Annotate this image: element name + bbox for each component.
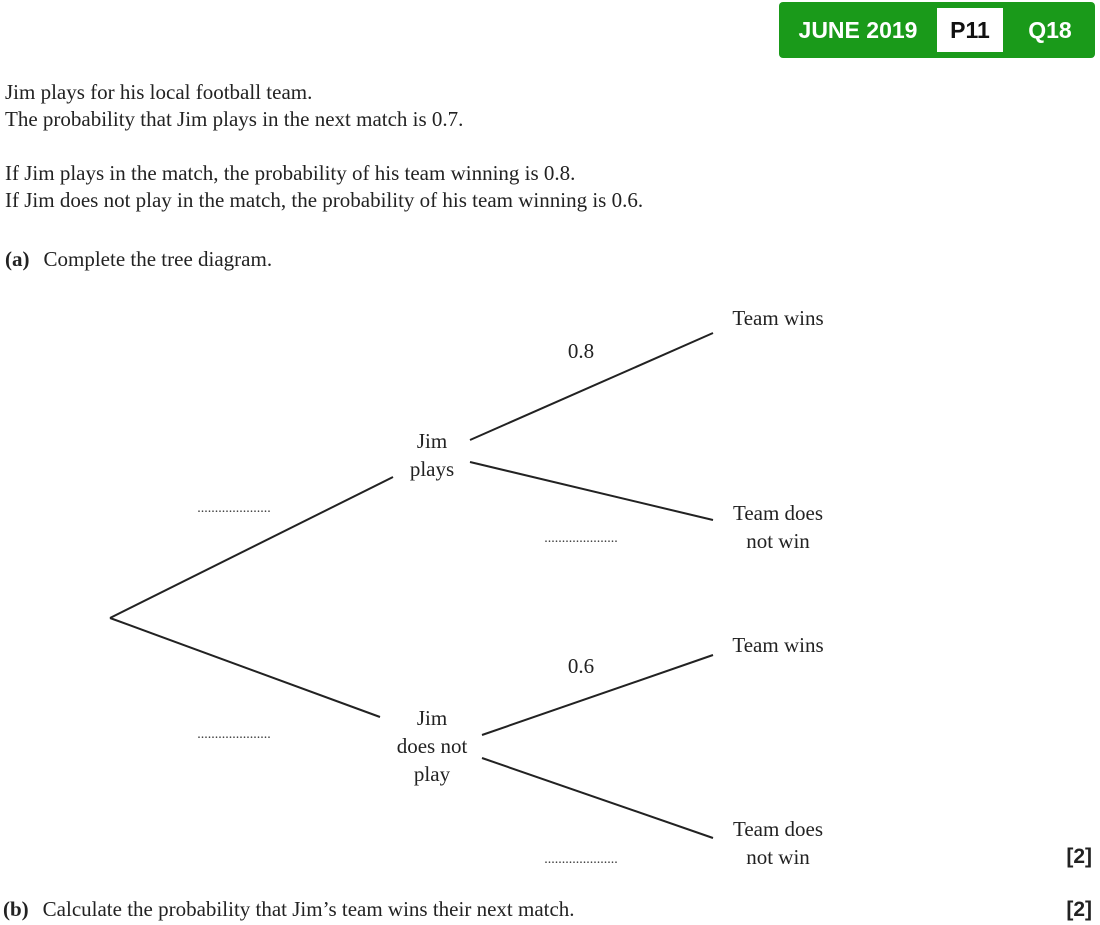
prob-plays-wins: 0.8: [567, 339, 595, 363]
node-team-wins-1: Team wins: [732, 306, 824, 330]
paper-number: P11: [937, 8, 1003, 52]
node-team-not-win-1: Team does not win: [732, 501, 824, 553]
part-b-prompt: [3, 897, 575, 922]
branch-not-play-to-not-win: [482, 758, 713, 838]
prob-not-play-wins: 0.6: [567, 654, 595, 678]
question-line-3: If Jim plays in the match, the probability of his team winning is 0.8.: [5, 161, 576, 185]
node-team-not-win-2: Team does not win: [732, 817, 824, 869]
question-line-1: Jim plays for his local football team.: [5, 80, 313, 104]
node-jim-not-play: Jim does not play: [396, 706, 468, 786]
blank-prob-not-play-not-win[interactable]: .....................: [544, 852, 618, 867]
question-line-2: The probability that Jim plays in the next match is 0.7.: [5, 107, 464, 131]
marks-part-a: [2]: [1066, 845, 1092, 868]
blank-prob-not-play[interactable]: .....................: [197, 727, 271, 742]
part-b-text: Calculate the probability that Jim’s team wins their next match.: [42, 897, 575, 921]
branch-root-to-plays: [110, 477, 393, 618]
branch-root-to-not-play: [110, 618, 380, 717]
question-line-4: If Jim does not play in the match, the probability of his team winning is 0.6.: [5, 188, 644, 212]
part-a-text: Complete the tree diagram.: [43, 247, 273, 271]
part-b-label: (b): [3, 897, 29, 921]
blank-prob-plays[interactable]: .....................: [197, 501, 271, 516]
question-number: Q18: [1028, 17, 1072, 43]
part-a-label: (a): [5, 247, 30, 271]
branch-plays-to-not-win: [470, 462, 713, 520]
marks-part-b: [2]: [1066, 898, 1092, 921]
blank-prob-plays-not-win[interactable]: .....................: [544, 531, 618, 546]
branch-not-play-to-wins: [482, 655, 713, 735]
node-team-wins-2: Team wins: [732, 633, 824, 657]
exam-month: JUNE 2019: [798, 17, 918, 43]
node-jim-plays: Jim plays: [409, 429, 455, 481]
